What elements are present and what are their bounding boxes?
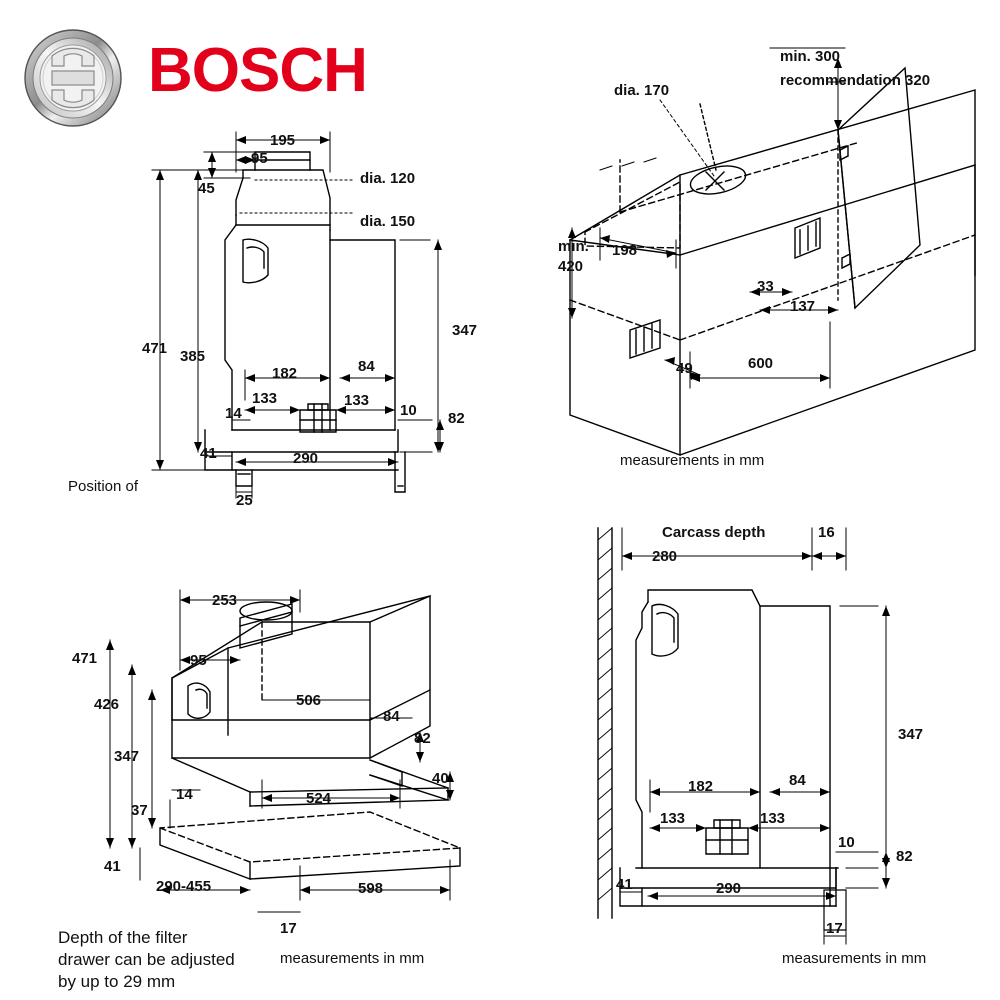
dim-sec-84: 84 bbox=[789, 772, 806, 789]
filter-drawer-note-line-1: Depth of the filter bbox=[58, 928, 188, 947]
dim-598: 598 bbox=[358, 880, 384, 897]
dim-min-300: min. 300 bbox=[780, 48, 841, 65]
dim-33: 33 bbox=[757, 278, 774, 295]
dim-426: 426 bbox=[94, 696, 120, 713]
dim-84: 84 bbox=[358, 358, 375, 375]
dim-290-455: 290-455 bbox=[156, 878, 212, 895]
dim-133-right: 133 bbox=[344, 392, 370, 409]
dim-dia-150: dia. 150 bbox=[360, 213, 416, 230]
dim-10: 10 bbox=[400, 402, 417, 419]
dim-sec-290: 290 bbox=[716, 880, 742, 897]
dim-iso-95: 95 bbox=[190, 652, 207, 669]
dim-iso-14: 14 bbox=[176, 786, 193, 803]
dim-347: 347 bbox=[452, 322, 478, 339]
dim-sec-10: 10 bbox=[838, 834, 855, 851]
brand-wordmark: BOSCH bbox=[148, 36, 367, 105]
dim-iso-17: 17 bbox=[280, 920, 297, 937]
dim-182: 182 bbox=[272, 365, 298, 382]
label-carcass-depth: Carcass depth bbox=[662, 524, 766, 541]
dim-41: 41 bbox=[200, 445, 217, 462]
dim-95: 95 bbox=[251, 150, 268, 167]
dim-253: 253 bbox=[212, 592, 238, 609]
units-note-top-right: measurements in mm bbox=[620, 452, 765, 469]
dim-600: 600 bbox=[748, 355, 774, 372]
dim-25: 25 bbox=[236, 492, 253, 509]
dim-sec-41: 41 bbox=[616, 876, 633, 893]
dim-137: 137 bbox=[790, 298, 816, 315]
dim-dia-120: dia. 120 bbox=[360, 170, 416, 187]
units-note-bottom-right: measurements in mm bbox=[782, 950, 927, 967]
dim-min-word: min. bbox=[558, 238, 589, 255]
dim-37: 37 bbox=[131, 802, 148, 819]
dim-290: 290 bbox=[293, 450, 319, 467]
dim-iso-347: 347 bbox=[114, 748, 140, 765]
dim-506: 506 bbox=[296, 692, 322, 709]
caption-position-of: Position of bbox=[68, 478, 139, 495]
filter-drawer-note-line-2: drawer can be adjusted bbox=[58, 950, 235, 969]
dim-iso-471: 471 bbox=[72, 650, 98, 667]
dim-iso-82: 82 bbox=[414, 730, 431, 747]
dim-524: 524 bbox=[306, 790, 332, 807]
dim-dia-170: dia. 170 bbox=[614, 82, 670, 99]
dim-14: 14 bbox=[225, 405, 242, 422]
dim-195: 195 bbox=[270, 132, 296, 149]
dim-45: 45 bbox=[198, 180, 215, 197]
dim-385: 385 bbox=[180, 348, 206, 365]
dim-sec-133-left: 133 bbox=[660, 810, 686, 827]
dim-471: 471 bbox=[142, 340, 168, 357]
dim-iso-84: 84 bbox=[383, 708, 400, 725]
dim-40: 40 bbox=[432, 770, 449, 787]
dim-280: 280 bbox=[652, 548, 678, 565]
dim-133-left: 133 bbox=[252, 390, 278, 407]
dim-iso-41: 41 bbox=[104, 858, 121, 875]
filter-drawer-note-line-3: by up to 29 mm bbox=[58, 972, 176, 991]
dim-sec-133-right: 133 bbox=[760, 810, 786, 827]
dim-sec-82: 82 bbox=[896, 848, 913, 865]
dim-49: 49 bbox=[676, 360, 693, 377]
dim-sec-347: 347 bbox=[898, 726, 924, 743]
units-note-bottom-left: measurements in mm bbox=[280, 950, 425, 967]
dim-sec-17: 17 bbox=[826, 920, 843, 937]
dim-198: 198 bbox=[612, 242, 638, 259]
dim-16: 16 bbox=[818, 524, 835, 541]
dim-420: 420 bbox=[558, 258, 584, 275]
dim-recommendation-320: recommendation 320 bbox=[780, 72, 931, 89]
dim-sec-182: 182 bbox=[688, 778, 714, 795]
dim-82: 82 bbox=[448, 410, 465, 427]
